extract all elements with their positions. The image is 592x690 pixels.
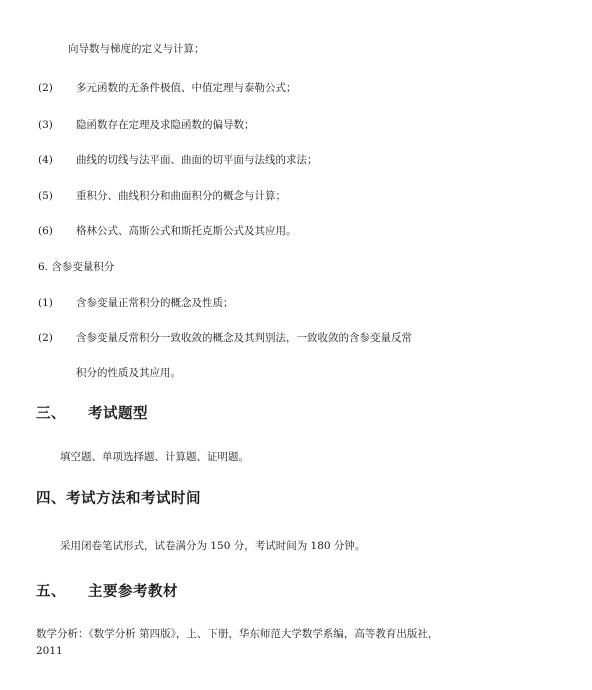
item-text: 多元函数的无条件极值、中值定理与泰勒公式； xyxy=(76,82,297,94)
heading-number: 五、 xyxy=(36,583,66,600)
subsection-title: 6. 含参变量积分 xyxy=(38,261,115,273)
item-number: (3) xyxy=(38,119,53,131)
item-number: (4) xyxy=(38,154,53,166)
item-text: 曲线的切线与法平面、曲面的切平面与法线的求法； xyxy=(76,154,318,166)
item-number: (2) xyxy=(38,332,53,344)
heading-title: 主要参考教材 xyxy=(88,583,178,600)
heading-number: 三、 xyxy=(36,405,66,422)
item-text: 格林公式、高斯公式和斯托克斯公式及其应用。 xyxy=(76,225,297,237)
section-heading xyxy=(36,404,148,424)
section-body: 采用闭卷笔试形式，试卷满分为 150 分，考试时间为 180 分钟。 xyxy=(60,540,366,552)
item-number: (2) xyxy=(38,82,53,94)
section-body: 填空题、单项选择题、计算题、证明题。 xyxy=(60,451,249,463)
item-continuation: 向导数与梯度的定义与计算； xyxy=(68,43,205,55)
list-item xyxy=(38,296,234,310)
item-text: 重积分、曲线积分和曲面积分的概念与计算； xyxy=(76,190,286,202)
list-item xyxy=(38,81,297,95)
reference-year: 2011 xyxy=(36,645,63,657)
reference-text: 数学分析：《数学分析 第四版》，上、下册，华东师范大学数学系编，高等教育出版社， xyxy=(36,628,439,640)
item-number: (6) xyxy=(38,225,53,237)
list-item xyxy=(38,331,412,345)
item-text: 含参变量正常积分的概念及性质； xyxy=(76,297,234,309)
item-text: 隐函数存在定理及求隐函数的偏导数； xyxy=(76,119,255,131)
list-item xyxy=(38,153,318,167)
list-item xyxy=(38,189,286,203)
section-heading xyxy=(36,582,178,602)
section-heading: 四、考试方法和考试时间 xyxy=(36,490,201,507)
item-continuation: 积分的性质及其应用。 xyxy=(76,367,181,379)
heading-title: 考试题型 xyxy=(88,405,148,422)
item-text: 含参变量反常积分一致收敛的概念及其判别法，一致收敛的含参变量反常 xyxy=(76,332,412,344)
item-number: (5) xyxy=(38,190,53,202)
item-number: (1) xyxy=(38,297,53,309)
list-item xyxy=(38,118,255,132)
list-item xyxy=(38,224,297,238)
